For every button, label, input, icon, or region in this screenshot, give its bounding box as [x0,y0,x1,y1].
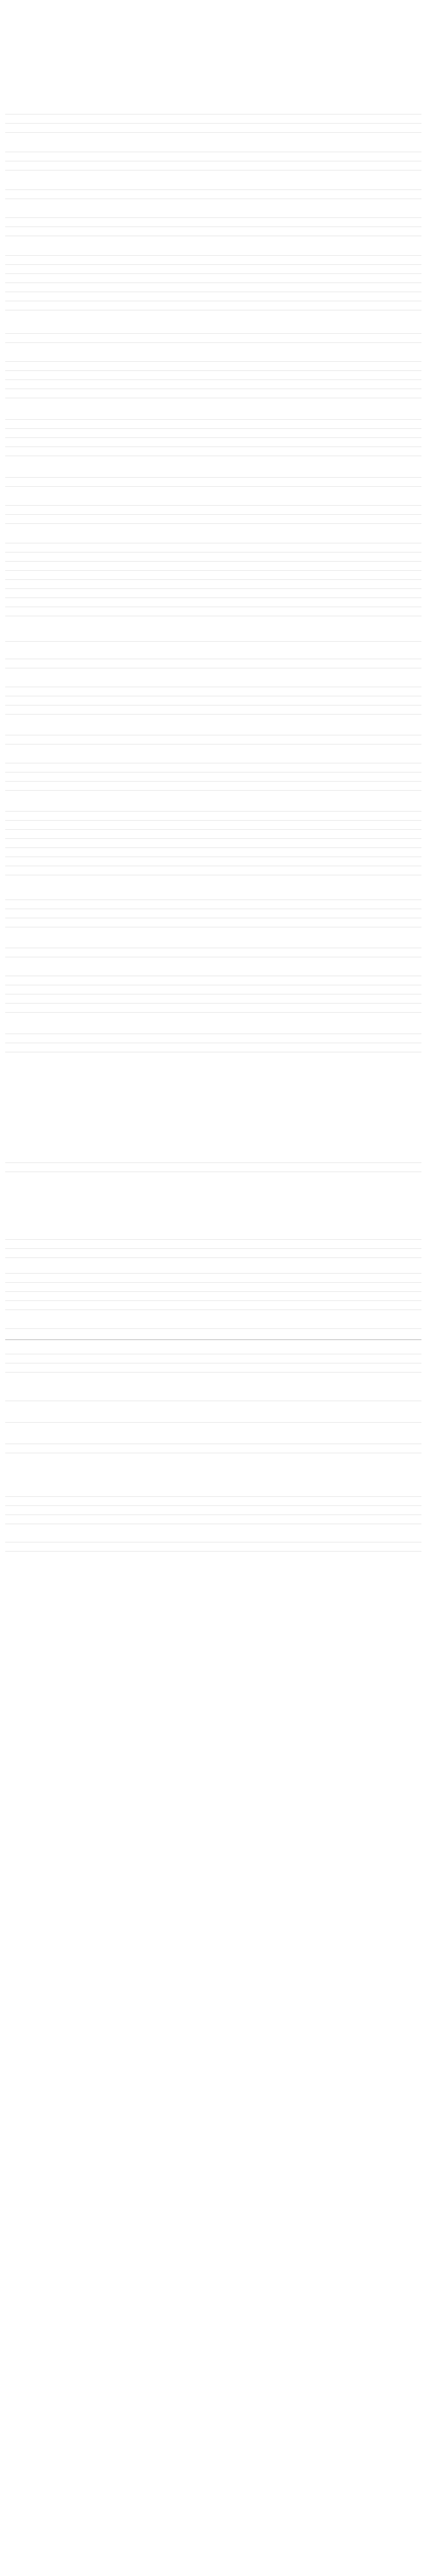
public-parks-text [5,1435,421,1459]
body-paragraph [5,1025,421,1055]
body-paragraph [5,754,421,795]
permitted-uses-text [5,1392,421,1408]
to-line [5,20,421,29]
body-paragraph [5,534,421,625]
subject-line [5,53,421,63]
body-paragraph [5,411,421,461]
body-paragraph [5,891,421,931]
divider [5,1339,421,1340]
highlights-note [5,1576,421,1583]
body-paragraph [5,209,421,239]
body-paragraph [5,650,421,670]
prohibited-uses-text [5,1599,421,1607]
closing [5,1063,421,1073]
spacer [5,1138,421,1154]
wcc-reference [5,1414,421,1430]
dispersed-recreation-text [5,1533,421,1557]
body-paragraph [5,247,421,317]
body-paragraph [5,967,421,1017]
statute-paragraph [5,1265,421,1315]
memo-line [5,3,421,12]
body-paragraph [5,939,421,959]
body-paragraph [5,678,421,719]
prohibited-uses-heading [5,1590,421,1598]
from-line [5,70,421,80]
body-paragraph [5,726,421,747]
signature-address [5,1101,421,1110]
body-paragraph [5,469,421,489]
permitted-uses-heading [5,1383,421,1391]
memo-body [5,98,421,1612]
body-paragraph [5,802,421,883]
purpose-heading [5,1479,421,1487]
body-paragraph [5,497,421,527]
rcw-number [5,1182,421,1196]
copy-to-line [5,36,421,46]
memo-header [5,3,421,87]
body-paragraph [5,105,421,135]
body-paragraph [5,181,421,201]
statute-history [5,1320,421,1334]
county-code-parks-note [5,1464,421,1472]
highlighted-phrase-line [5,1563,421,1570]
body-paragraph [5,143,421,173]
purpose-text [5,1488,421,1528]
statute-paragraph [5,1231,421,1259]
body-paragraph [5,633,421,642]
county-code-note [5,1345,421,1375]
body-paragraph [5,325,421,345]
statute-heading [5,1197,421,1224]
state-law-intro [5,1154,421,1174]
signature-city [5,1119,421,1129]
signature-name [5,1082,421,1091]
body-paragraph [5,353,421,403]
